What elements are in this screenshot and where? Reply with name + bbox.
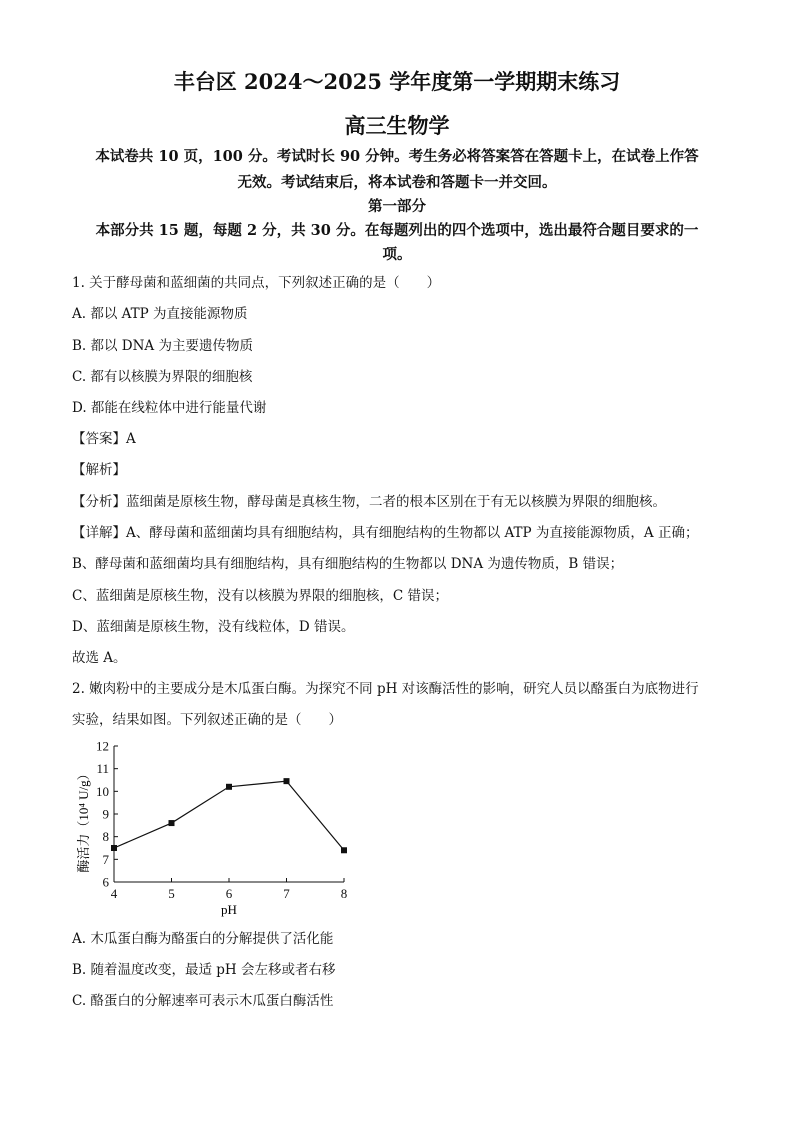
q2-stem-line-1: 2. 嫩肉粉中的主要成分是木瓜蛋白酶。为探究不同 pH 对该酶活性的影响，研究人员以酪蛋白为底物进行 xyxy=(72,681,699,697)
q1-option-b: B. 都以 DNA 为主要遗传物质 xyxy=(72,338,253,354)
data-point xyxy=(341,847,347,853)
x-tick-label: 7 xyxy=(283,886,290,901)
chart-axes xyxy=(114,746,344,882)
y-tick-label: 9 xyxy=(102,806,109,822)
exam-title: 丰台区 2024～2025 学年度第一学期期末练习 xyxy=(173,69,621,94)
series-line xyxy=(114,781,344,850)
q1-detail-1: 【详解】A、酵母菌和蓝细菌均具有细胞结构，具有细胞结构的生物都以 ATP 为直接能源物质，A 正确； xyxy=(72,525,699,541)
x-axis-label: pH xyxy=(221,902,237,917)
q2-option-c: C. 酪蛋白的分解速率可表示木瓜蛋白酶活性 xyxy=(72,993,334,1009)
q1-option-d: D. 都能在线粒体中进行能量代谢 xyxy=(72,400,267,416)
notice-line-2: 无效。考试结束后，将本试卷和答题卡一并交回。 xyxy=(237,174,557,191)
chart-svg xyxy=(72,734,362,924)
ph-activity-chart xyxy=(72,734,362,924)
q1-stem: 1. 关于酵母菌和蓝细菌的共同点，下列叙述正确的是（ ） xyxy=(72,275,441,291)
q1-conclusion: 故选 A。 xyxy=(72,650,127,666)
q1-option-a: A. 都以 ATP 为直接能源物质 xyxy=(72,306,248,322)
y-tick-label: 12 xyxy=(96,738,109,754)
chart-ticks xyxy=(96,739,347,902)
part-desc-line-1: 本部分共 15 题，每题 2 分，共 30 分。在每题列出的四个选项中，选出最符合题目要求的一 xyxy=(95,222,699,239)
y-tick-label: 7 xyxy=(102,851,109,867)
data-point xyxy=(111,845,117,851)
q1-detail-4: D、蓝细菌是原核生物，没有线粒体，D 错误。 xyxy=(72,619,355,635)
q1-option-c: C. 都有以核膜为界限的细胞核 xyxy=(72,369,253,385)
x-tick-label: 5 xyxy=(168,886,175,901)
x-tick-label: 8 xyxy=(340,886,348,901)
x-tick-label: 6 xyxy=(225,886,233,901)
notice-line-1: 本试卷共 10 页，100 分。考试时长 90 分钟。考生务必将答案答在答题卡上，在试卷上作答 xyxy=(95,148,699,165)
y-tick-label: 11 xyxy=(96,761,109,777)
x-tick-label: 4 xyxy=(110,886,118,901)
y-tick-label: 8 xyxy=(102,829,109,845)
q1-detail-2: B、酵母菌和蓝细菌均具有细胞结构，具有细胞结构的生物都以 DNA 为遗传物质，B 错误； xyxy=(72,556,624,572)
y-tick-label: 6 xyxy=(102,874,109,890)
q1-answer: 【答案】A xyxy=(72,431,136,447)
y-tick-label: 10 xyxy=(96,783,109,799)
q1-fenxi: 【分析】蓝细菌是原核生物，酵母菌是真核生物，二者的根本区别在于有无以核膜为界限的细胞核。 xyxy=(72,494,666,510)
q1-analysis-label: 【解析】 xyxy=(72,462,126,478)
q2-option-b: B. 随着温度改变，最适 pH 会左移或者右移 xyxy=(72,962,336,978)
q2-option-a: A. 木瓜蛋白酶为酪蛋白的分解提供了活化能 xyxy=(72,931,334,947)
data-point xyxy=(226,784,232,790)
y-axis-label: 酶活力（10⁴ U/g） xyxy=(76,767,91,873)
q2-stem-line-2: 实验，结果如图。下列叙述正确的是（ ） xyxy=(72,712,342,728)
q1-detail-3: C、蓝细菌是原核生物，没有以核膜为界限的细胞核，C 错误； xyxy=(72,588,448,604)
exam-subject: 高三生物学 xyxy=(344,113,450,138)
chart-series xyxy=(111,778,347,853)
data-point xyxy=(169,820,175,826)
part-desc-line-2: 项。 xyxy=(382,246,412,263)
part-heading: 第一部分 xyxy=(368,198,426,215)
data-point xyxy=(284,778,290,784)
